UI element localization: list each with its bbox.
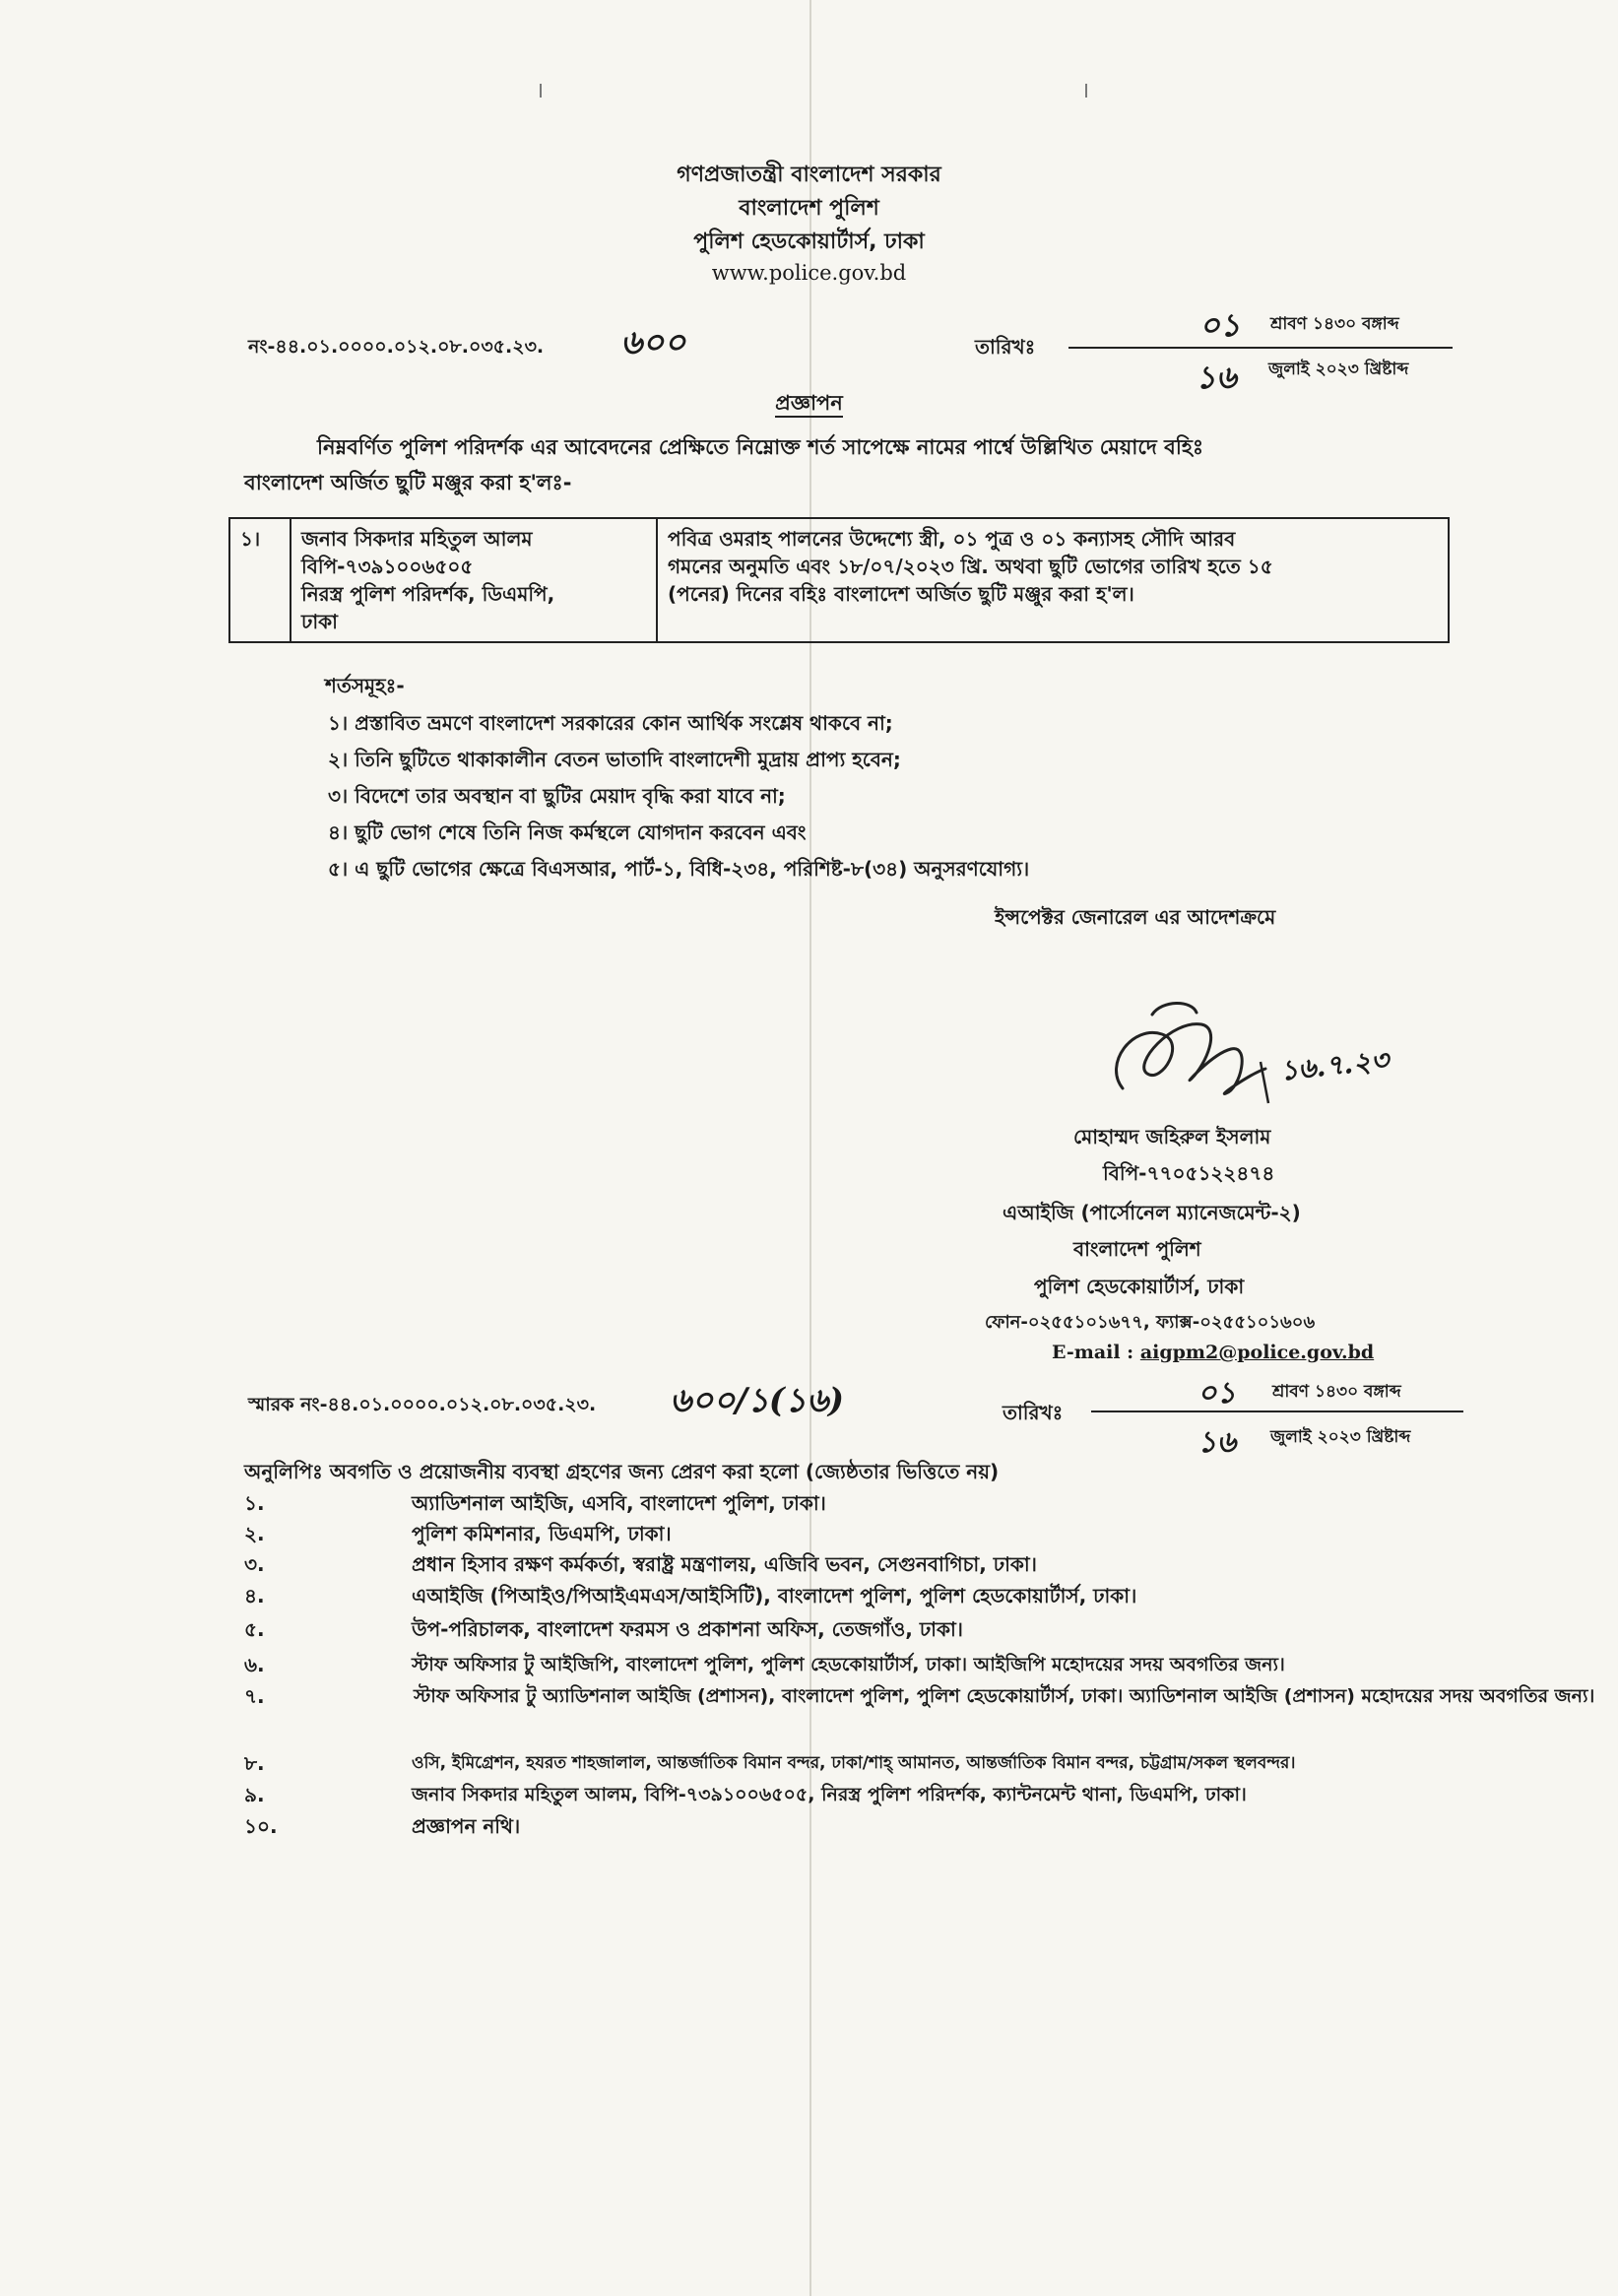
copy-intro: অনুলিপিঃ অবগতি ও প্রয়োজনীয় ব্যবস্থা গ্রহণের জন্য প্রেরণ করা হলো (জ্যেষ্ঠতার ভিত্তিতে নয়) [244, 1460, 1000, 1483]
date-bangla: শ্রাবণ ১৪৩০ বঙ্গাব্দ [1270, 314, 1399, 334]
header-police: বাংলাদেশ পুলিশ [739, 196, 879, 221]
copy-text: প্রধান হিসাব রক্ষণ কর্মকর্তা, স্বরাষ্ট্র মন্ত্রণালয়, এজিবি ভবন, সেগুনবাগিচা, ঢাকা। [412, 1552, 1037, 1576]
order-line: ইন্সপেক্টর জেনারেল এর আদেশক্রমে [995, 905, 1276, 929]
memo2-date-label: তারিখঃ [1003, 1401, 1064, 1424]
memo2-date-bangla-day: ০১ [1197, 1376, 1236, 1410]
copy-number: ৪. [244, 1584, 265, 1607]
date-bangla-day: ০১ [1199, 306, 1241, 344]
date-english-day: ১৬ [1196, 359, 1237, 396]
officer-designation: এআইজি (পার্সোনেল ম্যানেজমেন্ট-২) [1003, 1201, 1301, 1224]
memo-number: নং-৪৪.০১.০০০০.০১২.০৮.০৩৫.২৩. [248, 336, 545, 358]
copy-number: ২. [244, 1522, 265, 1545]
condition-item: ১। প্রস্তাবিত ভ্রমণে বাংলাদেশ সরকারের কোন আর্থিক সংশ্লেষ থাকবে না; [328, 711, 893, 735]
details-cell [657, 518, 1449, 642]
details-line: (পনের) দিনের বহিঃ বাংলাদেশ অর্জিত ছুটি মঞ্জুর করা হ'ল। [668, 582, 1134, 606]
header-hq: পুলিশ হেডকোয়ার্টার্স, ঢাকা [693, 230, 925, 254]
condition-item: ৫। এ ছুটি ভোগের ক্ষেত্রে বিএসআর, পার্ট-১, বিধি-২৩৪, পরিশিষ্ট-৮(৩৪) অনুসরণযোগ্য। [328, 857, 1030, 881]
memo2-date-english-day: ১৬ [1197, 1425, 1236, 1460]
memo-number-handwritten: ৬০০ [620, 323, 686, 362]
copy-text: উপ-পরিচালক, বাংলাদেশ ফরমস ও প্রকাশনা অফিস, তেজগাঁও, ঢাকা। [412, 1617, 963, 1641]
intro-line-1: নিম্নবর্ণিত পুলিশ পরিদর্শক এর আবেদনের প্রেক্ষিতে নিম্নোক্ত শর্ত সাপেক্ষে নামের পার্শ্বে উল্লিখিত মেয়াদে বহিঃ [317, 435, 1204, 459]
memo2-number-handwritten: ৬০০/১(১৬) [670, 1381, 845, 1420]
copy-text: এআইজি (পিআইও/পিআইএমএস/আইসিটি), বাংলাদেশ পুলিশ, পুলিশ হেডকোয়ার্টার্স, ঢাকা। [412, 1584, 1137, 1607]
signature-date: ১৬.৭.২৩ [1278, 1043, 1391, 1087]
serial-cell: ১। [229, 518, 291, 642]
memo2-date-bangla: শ্রাবণ ১৪৩০ বঙ্গাব্দ [1272, 1382, 1401, 1402]
copy-number: ৮. [244, 1751, 265, 1775]
date-label: তারিখঃ [975, 335, 1036, 359]
intro-line-2: বাংলাদেশ অর্জিত ছুটি মঞ্জুর করা হ'লঃ- [244, 471, 572, 494]
punch-mark [540, 84, 542, 98]
person-bp: বিপি-৭৩৯১০০৬৫০৫ [301, 555, 474, 578]
email-link[interactable]: aigpm2@police.gov.bd [1139, 1342, 1375, 1363]
memo2-date-english: জুলাই ২০২৩ খ্রিষ্টাব্দ [1270, 1427, 1411, 1447]
person-location: ঢাকা [301, 610, 338, 633]
copy-text: স্টাফ অফিসার টু অ্যাডিশনাল আইজি (প্রশাসন), বাংলাদেশ পুলিশ, পুলিশ হেডকোয়ার্টার্স, ঢাকা। অ্যাডিশনাল আইজি (প্রশাসন) মহোদয়ের সদয় অবগতির জন্য। [414, 1685, 1595, 1707]
condition-item: ৩। বিদেশে তার অবস্থান বা ছুটির মেয়াদ বৃদ্ধি করা যাবে না; [328, 784, 786, 808]
copy-number: ৫. [244, 1617, 265, 1641]
email-label: E-mail : [1052, 1342, 1134, 1363]
copy-number: ৯. [244, 1783, 265, 1806]
date-english: জুলাই ২০২৩ খ্রিষ্টাব্দ [1268, 360, 1409, 379]
memo2-number: স্মারক নং-৪৪.০১.০০০০.০১২.০৮.০৩৫.২৩. [248, 1394, 597, 1415]
officer-bp: বিপি-৭৭০৫১২২৪৭৪ [1103, 1161, 1275, 1185]
punch-mark [1085, 84, 1087, 98]
condition-item: ৪। ছুটি ভোগ শেষে তিনি নিজ কর্মস্থলে যোগদান করবেন এবং [328, 820, 807, 844]
table-row [229, 518, 1449, 642]
officer-email-row [1052, 1342, 1374, 1363]
person-name: জনাব সিকদার মহিতুল আলম [301, 527, 533, 551]
officer-org: বাংলাদেশ পুলিশ [1073, 1237, 1201, 1261]
details-line: পবিত্র ওমরাহ পালনের উদ্দেশ্যে স্ত্রী, ০১ পুত্র ও ০১ কন্যাসহ সৌদি আরব [668, 527, 1236, 551]
copy-text: স্টাফ অফিসার টু আইজিপি, বাংলাদেশ পুলিশ, পুলিশ হেডকোয়ার্টার্স, ঢাকা। আইজিপি মহোদয়ের সদয় অবগতির জন্য। [412, 1654, 1285, 1675]
copy-number: ৬. [244, 1653, 265, 1676]
grant-table [228, 517, 1450, 643]
conditions-heading: শর্তসমূহঃ- [325, 674, 405, 697]
date-divider [1068, 347, 1453, 349]
person-rank: নিরস্ত্র পুলিশ পরিদর্শক, ডিএমপি, [301, 582, 555, 606]
officer-name: মোহাম্মদ জহিরুল ইসলাম [1073, 1125, 1271, 1148]
copy-text: অ্যাডিশনাল আইজি, এসবি, বাংলাদেশ পুলিশ, ঢাকা। [412, 1491, 826, 1515]
person-cell [291, 518, 657, 642]
copy-number: ৩. [244, 1552, 265, 1576]
copy-text: ওসি, ইমিগ্রেশন, হযরত শাহজালাল, আন্তর্জাতিক বিমান বন্দর, ঢাকা/শাহ্ আমানত, আন্তর্জাতিক বিমান বন্দর, চট্টগ্রাম/সকল স্থলবন্দর। [412, 1753, 1296, 1773]
copy-number: ১. [244, 1491, 265, 1515]
copy-number: ১০. [244, 1814, 278, 1838]
copy-number: ৭. [244, 1684, 265, 1708]
copy-text: জনাব সিকদার মহিতুল আলম, বিপি-৭৩৯১০০৬৫০৫, নিরস্ত্র পুলিশ পরিদর্শক, ক্যান্টনমেন্ট থানা, ডিএমপি, ঢাকা। [412, 1784, 1247, 1805]
notice-title: প্রজ্ঞাপন [0, 387, 1618, 422]
condition-item: ২। তিনি ছুটিতে থাকাকালীন বেতন ভাতাদি বাংলাদেশী মুদ্রায় প্রাপ্য হবেন; [328, 748, 901, 771]
paper-fold-line [809, 0, 811, 2296]
header-government: গণপ্রজাতন্ত্রী বাংলাদেশ সরকার [677, 163, 941, 187]
details-line: গমনের অনুমতি এবং ১৮/০৭/২০২৩ খ্রি. অথবা ছুটি ভোগের তারিখ হতে ১৫ [668, 555, 1273, 578]
copy-text: প্রজ্ঞাপন নথি। [412, 1814, 521, 1838]
officer-phone: ফোন-০২৫৫১০১৬৭৭, ফ্যাক্স-০২৫৫১০১৬০৬ [985, 1312, 1316, 1333]
header-website: www.police.gov.bd [711, 261, 907, 285]
memo2-date-divider [1091, 1410, 1463, 1412]
officer-hq: পুলিশ হেডকোয়ার্টার্স, ঢাকা [1034, 1275, 1245, 1298]
copy-text: পুলিশ কমিশনার, ডিএমপি, ঢাকা। [412, 1522, 672, 1545]
